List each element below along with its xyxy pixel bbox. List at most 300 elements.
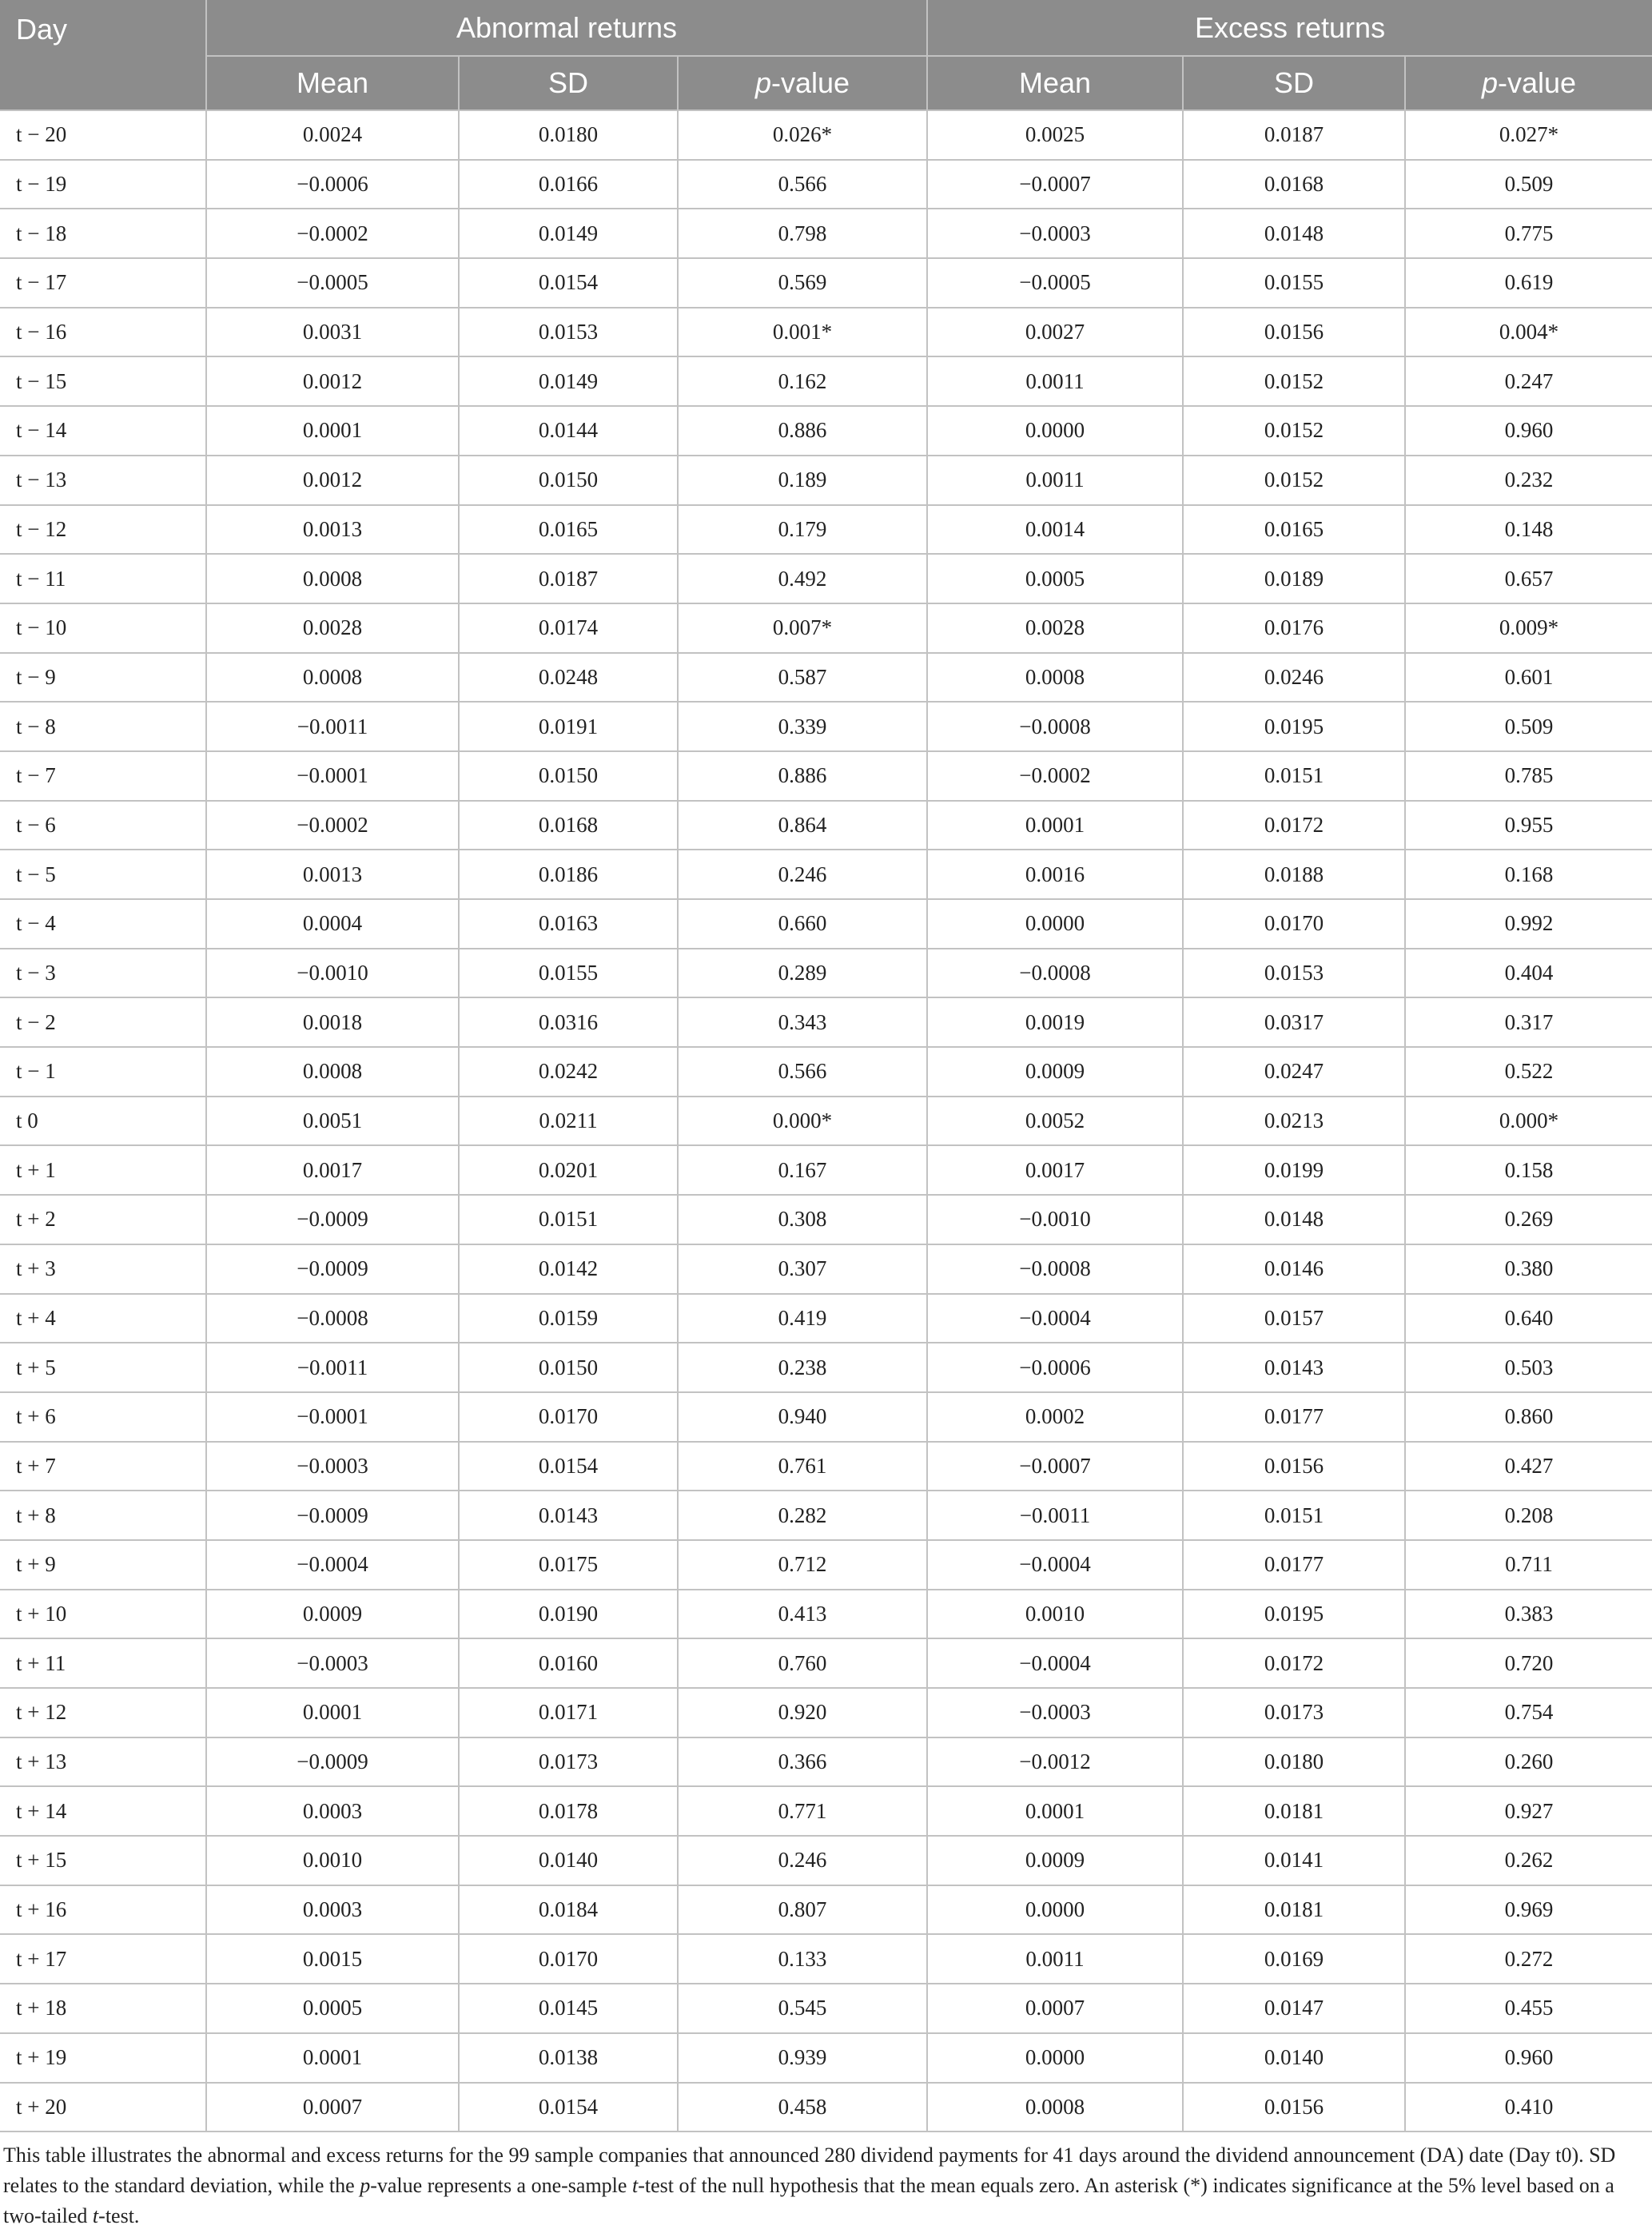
cell-excess-pvalue: 0.601 [1405, 653, 1652, 703]
cell-day: t − 1 [0, 1047, 206, 1097]
cell-excess-pvalue: 0.208 [1405, 1491, 1652, 1540]
cell-day: t + 2 [0, 1195, 206, 1244]
cell-day: t − 6 [0, 801, 206, 850]
cell-abnormal-pvalue: 0.886 [678, 751, 927, 801]
cell-abnormal-pvalue: 0.419 [678, 1294, 927, 1343]
cell-day: t − 15 [0, 356, 206, 406]
cell-excess-sd: 0.0188 [1183, 850, 1405, 899]
cell-day: t + 14 [0, 1786, 206, 1836]
cell-abnormal-sd: 0.0150 [459, 751, 678, 801]
cell-day: t + 18 [0, 1984, 206, 2033]
cell-excess-mean: 0.0008 [927, 653, 1183, 703]
cell-abnormal-mean: −0.0009 [206, 1244, 459, 1294]
cell-abnormal-mean: −0.0001 [206, 751, 459, 801]
cell-day: t + 1 [0, 1145, 206, 1195]
table-row [0, 899, 1652, 949]
cell-excess-pvalue: 0.711 [1405, 1540, 1652, 1590]
cell-abnormal-mean: 0.0001 [206, 1688, 459, 1737]
cell-day: t − 3 [0, 949, 206, 998]
cell-abnormal-sd: 0.0180 [459, 110, 678, 160]
cell-excess-mean: −0.0004 [927, 1294, 1183, 1343]
cell-abnormal-mean: −0.0002 [206, 209, 459, 258]
cell-abnormal-sd: 0.0154 [459, 1442, 678, 1491]
table-row [0, 1047, 1652, 1097]
cell-day: t − 8 [0, 702, 206, 751]
cell-day: t − 2 [0, 997, 206, 1047]
cell-excess-pvalue: 0.927 [1405, 1786, 1652, 1836]
cell-excess-mean: 0.0009 [927, 1836, 1183, 1885]
cell-excess-sd: 0.0172 [1183, 1638, 1405, 1688]
cell-excess-mean: −0.0007 [927, 160, 1183, 209]
cell-excess-pvalue: 0.262 [1405, 1836, 1652, 1885]
cell-excess-pvalue: 0.027* [1405, 110, 1652, 160]
cell-abnormal-pvalue: 0.492 [678, 554, 927, 603]
cell-excess-mean: −0.0008 [927, 702, 1183, 751]
cell-abnormal-mean: −0.0005 [206, 258, 459, 308]
cell-abnormal-pvalue: 0.246 [678, 850, 927, 899]
cell-day: t − 9 [0, 653, 206, 703]
cell-abnormal-sd: 0.0171 [459, 1688, 678, 1737]
header-group-abnormal: Abnormal returns [206, 0, 927, 56]
cell-abnormal-sd: 0.0166 [459, 160, 678, 209]
table-row [0, 1442, 1652, 1491]
table-row [0, 1294, 1652, 1343]
cell-excess-pvalue: 0.232 [1405, 456, 1652, 505]
table-row [0, 1540, 1652, 1590]
cell-abnormal-mean: 0.0010 [206, 1836, 459, 1885]
footnote-text-4: -test. [98, 2204, 140, 2227]
cell-day: t + 6 [0, 1392, 206, 1442]
cell-excess-sd: 0.0152 [1183, 356, 1405, 406]
cell-abnormal-pvalue: 0.133 [678, 1934, 927, 1984]
cell-day: t + 16 [0, 1885, 206, 1935]
cell-excess-mean: 0.0000 [927, 406, 1183, 456]
cell-excess-sd: 0.0177 [1183, 1540, 1405, 1590]
cell-excess-mean: −0.0003 [927, 209, 1183, 258]
cell-excess-sd: 0.0187 [1183, 110, 1405, 160]
cell-abnormal-mean: 0.0028 [206, 603, 459, 653]
cell-day: t − 11 [0, 554, 206, 603]
cell-day: t − 7 [0, 751, 206, 801]
cell-day: t − 5 [0, 850, 206, 899]
cell-excess-mean: 0.0009 [927, 1047, 1183, 1097]
cell-abnormal-pvalue: 0.760 [678, 1638, 927, 1688]
header-excess-pvalue-p: p [1481, 66, 1498, 99]
cell-day: t + 3 [0, 1244, 206, 1294]
cell-excess-sd: 0.0157 [1183, 1294, 1405, 1343]
table-row [0, 1786, 1652, 1836]
cell-abnormal-pvalue: 0.587 [678, 653, 927, 703]
cell-excess-pvalue: 0.619 [1405, 258, 1652, 308]
cell-excess-sd: 0.0246 [1183, 653, 1405, 703]
cell-abnormal-mean: 0.0008 [206, 653, 459, 703]
cell-abnormal-pvalue: 0.566 [678, 1047, 927, 1097]
cell-excess-mean: −0.0010 [927, 1195, 1183, 1244]
table-row [0, 2083, 1652, 2132]
cell-excess-pvalue: 0.955 [1405, 801, 1652, 850]
cell-excess-pvalue: 0.148 [1405, 505, 1652, 555]
cell-excess-pvalue: 0.992 [1405, 899, 1652, 949]
cell-excess-mean: 0.0017 [927, 1145, 1183, 1195]
cell-excess-mean: 0.0001 [927, 801, 1183, 850]
cell-abnormal-mean: 0.0018 [206, 997, 459, 1047]
cell-abnormal-mean: 0.0003 [206, 1786, 459, 1836]
cell-excess-pvalue: 0.269 [1405, 1195, 1652, 1244]
cell-abnormal-mean: −0.0003 [206, 1638, 459, 1688]
cell-excess-mean: −0.0002 [927, 751, 1183, 801]
cell-excess-sd: 0.0141 [1183, 1836, 1405, 1885]
cell-excess-mean: −0.0004 [927, 1638, 1183, 1688]
footnote-text-3: -test of the null hypothesis that the mean equals zero. An asterisk (*) indicates significance at the 5% level based on a two-tailed [3, 2174, 1614, 2227]
cell-day: t − 16 [0, 308, 206, 357]
table-row [0, 456, 1652, 505]
cell-abnormal-mean: 0.0012 [206, 456, 459, 505]
cell-excess-pvalue: 0.410 [1405, 2083, 1652, 2132]
cell-excess-mean: 0.0052 [927, 1097, 1183, 1146]
cell-abnormal-sd: 0.0191 [459, 702, 678, 751]
cell-abnormal-sd: 0.0154 [459, 258, 678, 308]
cell-excess-mean: 0.0000 [927, 899, 1183, 949]
cell-abnormal-mean: 0.0003 [206, 1885, 459, 1935]
cell-excess-sd: 0.0147 [1183, 1984, 1405, 2033]
cell-abnormal-sd: 0.0187 [459, 554, 678, 603]
cell-abnormal-mean: 0.0051 [206, 1097, 459, 1146]
cell-abnormal-mean: 0.0005 [206, 1984, 459, 2033]
table-row [0, 801, 1652, 850]
cell-excess-pvalue: 0.969 [1405, 1885, 1652, 1935]
cell-abnormal-sd: 0.0155 [459, 949, 678, 998]
cell-excess-sd: 0.0180 [1183, 1737, 1405, 1787]
table-body [0, 110, 1652, 2132]
cell-abnormal-pvalue: 0.939 [678, 2033, 927, 2083]
cell-abnormal-pvalue: 0.940 [678, 1392, 927, 1442]
cell-abnormal-sd: 0.0150 [459, 456, 678, 505]
cell-abnormal-sd: 0.0142 [459, 1244, 678, 1294]
cell-excess-sd: 0.0173 [1183, 1688, 1405, 1737]
cell-excess-sd: 0.0169 [1183, 1934, 1405, 1984]
cell-abnormal-mean: 0.0008 [206, 554, 459, 603]
cell-day: t + 17 [0, 1934, 206, 1984]
table-header [0, 0, 1652, 110]
cell-excess-sd: 0.0148 [1183, 1195, 1405, 1244]
cell-excess-mean: −0.0006 [927, 1343, 1183, 1392]
cell-day: t − 10 [0, 603, 206, 653]
cell-excess-pvalue: 0.455 [1405, 1984, 1652, 2033]
cell-abnormal-mean: −0.0009 [206, 1195, 459, 1244]
cell-day: t + 12 [0, 1688, 206, 1737]
cell-excess-pvalue: 0.960 [1405, 406, 1652, 456]
table-row [0, 1688, 1652, 1737]
cell-excess-sd: 0.0156 [1183, 1442, 1405, 1491]
cell-abnormal-pvalue: 0.807 [678, 1885, 927, 1935]
cell-excess-mean: 0.0000 [927, 2033, 1183, 2083]
cell-excess-pvalue: 0.260 [1405, 1737, 1652, 1787]
table-row [0, 850, 1652, 899]
cell-abnormal-pvalue: 0.167 [678, 1145, 927, 1195]
cell-abnormal-mean: −0.0004 [206, 1540, 459, 1590]
table-row [0, 751, 1652, 801]
table-row [0, 603, 1652, 653]
cell-excess-sd: 0.0172 [1183, 801, 1405, 850]
table-row [0, 160, 1652, 209]
cell-excess-sd: 0.0152 [1183, 456, 1405, 505]
cell-excess-sd: 0.0195 [1183, 702, 1405, 751]
cell-abnormal-mean: −0.0009 [206, 1737, 459, 1787]
cell-excess-sd: 0.0177 [1183, 1392, 1405, 1442]
cell-abnormal-sd: 0.0178 [459, 1786, 678, 1836]
cell-abnormal-sd: 0.0163 [459, 899, 678, 949]
cell-abnormal-mean: −0.0011 [206, 702, 459, 751]
cell-abnormal-sd: 0.0173 [459, 1737, 678, 1787]
cell-abnormal-mean: −0.0010 [206, 949, 459, 998]
cell-excess-sd: 0.0176 [1183, 603, 1405, 653]
cell-excess-pvalue: 0.720 [1405, 1638, 1652, 1688]
cell-abnormal-mean: 0.0012 [206, 356, 459, 406]
cell-abnormal-sd: 0.0149 [459, 209, 678, 258]
cell-excess-mean: −0.0011 [927, 1491, 1183, 1540]
cell-abnormal-mean: −0.0008 [206, 1294, 459, 1343]
cell-abnormal-pvalue: 0.458 [678, 2083, 927, 2132]
cell-abnormal-pvalue: 0.366 [678, 1737, 927, 1787]
cell-day: t + 9 [0, 1540, 206, 1590]
table-row [0, 505, 1652, 555]
cell-excess-sd: 0.0165 [1183, 505, 1405, 555]
cell-abnormal-pvalue: 0.307 [678, 1244, 927, 1294]
cell-abnormal-sd: 0.0211 [459, 1097, 678, 1146]
header-excess-pvalue [1405, 56, 1652, 110]
cell-excess-mean: 0.0014 [927, 505, 1183, 555]
cell-abnormal-pvalue: 0.864 [678, 801, 927, 850]
table-row [0, 1097, 1652, 1146]
cell-excess-pvalue: 0.158 [1405, 1145, 1652, 1195]
header-abnormal-pvalue-suffix: -value [770, 66, 850, 99]
cell-excess-mean: 0.0007 [927, 1984, 1183, 2033]
cell-excess-pvalue: 0.503 [1405, 1343, 1652, 1392]
cell-abnormal-pvalue: 0.000* [678, 1097, 927, 1146]
table-row [0, 702, 1652, 751]
cell-abnormal-pvalue: 0.339 [678, 702, 927, 751]
cell-abnormal-sd: 0.0175 [459, 1540, 678, 1590]
cell-excess-pvalue: 0.522 [1405, 1047, 1652, 1097]
cell-abnormal-mean: 0.0001 [206, 406, 459, 456]
cell-day: t + 11 [0, 1638, 206, 1688]
cell-excess-mean: −0.0003 [927, 1688, 1183, 1737]
table-row [0, 1934, 1652, 1984]
cell-abnormal-mean: −0.0011 [206, 1343, 459, 1392]
cell-abnormal-mean: 0.0015 [206, 1934, 459, 1984]
cell-abnormal-pvalue: 0.026* [678, 110, 927, 160]
header-abnormal-pvalue [678, 56, 927, 110]
cell-abnormal-pvalue: 0.308 [678, 1195, 927, 1244]
cell-abnormal-pvalue: 0.566 [678, 160, 927, 209]
cell-abnormal-sd: 0.0165 [459, 505, 678, 555]
cell-excess-pvalue: 0.380 [1405, 1244, 1652, 1294]
cell-abnormal-sd: 0.0151 [459, 1195, 678, 1244]
cell-abnormal-pvalue: 0.761 [678, 1442, 927, 1491]
table-row [0, 949, 1652, 998]
cell-day: t + 4 [0, 1294, 206, 1343]
cell-abnormal-sd: 0.0143 [459, 1491, 678, 1540]
cell-abnormal-sd: 0.0242 [459, 1047, 678, 1097]
footnote-text-1: This table illustrates the abnormal and excess returns for the 99 sample companies that announced 280 dividend payments for 41 days around the dividend announcement (DA) date (Day t0). SD relates to the standard deviation, while the [3, 2143, 1616, 2197]
cell-abnormal-sd: 0.0150 [459, 1343, 678, 1392]
table-row [0, 1984, 1652, 2033]
cell-abnormal-pvalue: 0.545 [678, 1984, 927, 2033]
cell-abnormal-sd: 0.0138 [459, 2033, 678, 2083]
table-row [0, 2033, 1652, 2083]
table-row [0, 1885, 1652, 1935]
cell-excess-sd: 0.0153 [1183, 949, 1405, 998]
cell-abnormal-mean: −0.0002 [206, 801, 459, 850]
cell-excess-mean: 0.0011 [927, 356, 1183, 406]
cell-excess-pvalue: 0.004* [1405, 308, 1652, 357]
cell-abnormal-pvalue: 0.179 [678, 505, 927, 555]
cell-excess-sd: 0.0156 [1183, 308, 1405, 357]
cell-abnormal-sd: 0.0144 [459, 406, 678, 456]
cell-day: t + 15 [0, 1836, 206, 1885]
cell-day: t − 12 [0, 505, 206, 555]
footnote-text-2: -value represents a one-sample [370, 2174, 632, 2197]
cell-abnormal-pvalue: 0.246 [678, 1836, 927, 1885]
cell-day: t − 14 [0, 406, 206, 456]
cell-excess-pvalue: 0.657 [1405, 554, 1652, 603]
table-row [0, 1836, 1652, 1885]
cell-abnormal-mean: 0.0013 [206, 505, 459, 555]
cell-excess-pvalue: 0.775 [1405, 209, 1652, 258]
cell-excess-pvalue: 0.383 [1405, 1590, 1652, 1639]
cell-abnormal-mean: 0.0017 [206, 1145, 459, 1195]
cell-day: t + 20 [0, 2083, 206, 2132]
cell-abnormal-pvalue: 0.660 [678, 899, 927, 949]
cell-excess-mean: 0.0011 [927, 456, 1183, 505]
table-footnote [3, 2140, 1642, 2231]
cell-excess-sd: 0.0146 [1183, 1244, 1405, 1294]
cell-excess-pvalue: 0.427 [1405, 1442, 1652, 1491]
cell-excess-mean: 0.0001 [927, 1786, 1183, 1836]
table-row [0, 110, 1652, 160]
cell-excess-pvalue: 0.785 [1405, 751, 1652, 801]
cell-abnormal-pvalue: 0.569 [678, 258, 927, 308]
cell-day: t + 19 [0, 2033, 206, 2083]
cell-excess-sd: 0.0247 [1183, 1047, 1405, 1097]
cell-day: t − 18 [0, 209, 206, 258]
cell-abnormal-pvalue: 0.282 [678, 1491, 927, 1540]
cell-excess-sd: 0.0317 [1183, 997, 1405, 1047]
cell-excess-mean: 0.0019 [927, 997, 1183, 1047]
cell-day: t − 13 [0, 456, 206, 505]
table-row [0, 1491, 1652, 1540]
cell-excess-mean: −0.0008 [927, 1244, 1183, 1294]
cell-excess-sd: 0.0140 [1183, 2033, 1405, 2083]
cell-day: t + 5 [0, 1343, 206, 1392]
footnote-t-italic-2: t [92, 2204, 99, 2227]
cell-day: t + 8 [0, 1491, 206, 1540]
cell-excess-mean: 0.0002 [927, 1392, 1183, 1442]
cell-abnormal-pvalue: 0.920 [678, 1688, 927, 1737]
header-abnormal-pvalue-p: p [754, 66, 771, 99]
cell-excess-pvalue: 0.960 [1405, 2033, 1652, 2083]
cell-day: t + 7 [0, 1442, 206, 1491]
cell-abnormal-pvalue: 0.413 [678, 1590, 927, 1639]
cell-abnormal-sd: 0.0170 [459, 1392, 678, 1442]
cell-excess-mean: 0.0008 [927, 2083, 1183, 2132]
table-row [0, 1638, 1652, 1688]
cell-abnormal-sd: 0.0145 [459, 1984, 678, 2033]
cell-abnormal-sd: 0.0149 [459, 356, 678, 406]
cell-excess-mean: 0.0000 [927, 1885, 1183, 1935]
cell-excess-pvalue: 0.168 [1405, 850, 1652, 899]
cell-excess-pvalue: 0.860 [1405, 1392, 1652, 1442]
cell-excess-sd: 0.0156 [1183, 2083, 1405, 2132]
cell-excess-pvalue: 0.247 [1405, 356, 1652, 406]
header-abnormal-sd: SD [459, 56, 678, 110]
header-excess-pvalue-suffix: -value [1498, 66, 1577, 99]
cell-abnormal-mean: 0.0001 [206, 2033, 459, 2083]
cell-excess-sd: 0.0213 [1183, 1097, 1405, 1146]
table-row [0, 1244, 1652, 1294]
cell-excess-pvalue: 0.404 [1405, 949, 1652, 998]
cell-excess-mean: 0.0005 [927, 554, 1183, 603]
cell-excess-mean: −0.0004 [927, 1540, 1183, 1590]
cell-abnormal-mean: 0.0013 [206, 850, 459, 899]
cell-excess-mean: −0.0012 [927, 1737, 1183, 1787]
cell-abnormal-mean: −0.0009 [206, 1491, 459, 1540]
table-row [0, 209, 1652, 258]
cell-excess-mean: 0.0011 [927, 1934, 1183, 1984]
cell-abnormal-mean: 0.0004 [206, 899, 459, 949]
cell-abnormal-pvalue: 0.886 [678, 406, 927, 456]
cell-excess-pvalue: 0.272 [1405, 1934, 1652, 1984]
cell-excess-sd: 0.0151 [1183, 1491, 1405, 1540]
header-excess-sd: SD [1183, 56, 1405, 110]
cell-day: t + 10 [0, 1590, 206, 1639]
cell-abnormal-sd: 0.0174 [459, 603, 678, 653]
cell-abnormal-pvalue: 0.289 [678, 949, 927, 998]
cell-abnormal-pvalue: 0.712 [678, 1540, 927, 1590]
cell-excess-pvalue: 0.000* [1405, 1097, 1652, 1146]
cell-excess-mean: −0.0005 [927, 258, 1183, 308]
cell-abnormal-mean: −0.0001 [206, 1392, 459, 1442]
table-row [0, 1392, 1652, 1442]
cell-abnormal-pvalue: 0.007* [678, 603, 927, 653]
cell-excess-pvalue: 0.317 [1405, 997, 1652, 1047]
cell-excess-sd: 0.0189 [1183, 554, 1405, 603]
cell-day: t + 13 [0, 1737, 206, 1787]
cell-abnormal-sd: 0.0168 [459, 801, 678, 850]
cell-abnormal-sd: 0.0159 [459, 1294, 678, 1343]
cell-excess-mean: −0.0007 [927, 1442, 1183, 1491]
cell-abnormal-pvalue: 0.238 [678, 1343, 927, 1392]
header-abnormal-mean: Mean [206, 56, 459, 110]
cell-abnormal-pvalue: 0.771 [678, 1786, 927, 1836]
table-row [0, 308, 1652, 357]
cell-excess-sd: 0.0152 [1183, 406, 1405, 456]
cell-abnormal-sd: 0.0153 [459, 308, 678, 357]
cell-day: t − 17 [0, 258, 206, 308]
table-row [0, 406, 1652, 456]
cell-abnormal-mean: 0.0009 [206, 1590, 459, 1639]
table-row [0, 653, 1652, 703]
cell-day: t 0 [0, 1097, 206, 1146]
cell-excess-sd: 0.0170 [1183, 899, 1405, 949]
cell-abnormal-sd: 0.0190 [459, 1590, 678, 1639]
cell-excess-sd: 0.0155 [1183, 258, 1405, 308]
table-row [0, 356, 1652, 406]
header-group-excess: Excess returns [927, 0, 1652, 56]
cell-excess-sd: 0.0148 [1183, 209, 1405, 258]
cell-excess-mean: 0.0010 [927, 1590, 1183, 1639]
cell-abnormal-pvalue: 0.343 [678, 997, 927, 1047]
